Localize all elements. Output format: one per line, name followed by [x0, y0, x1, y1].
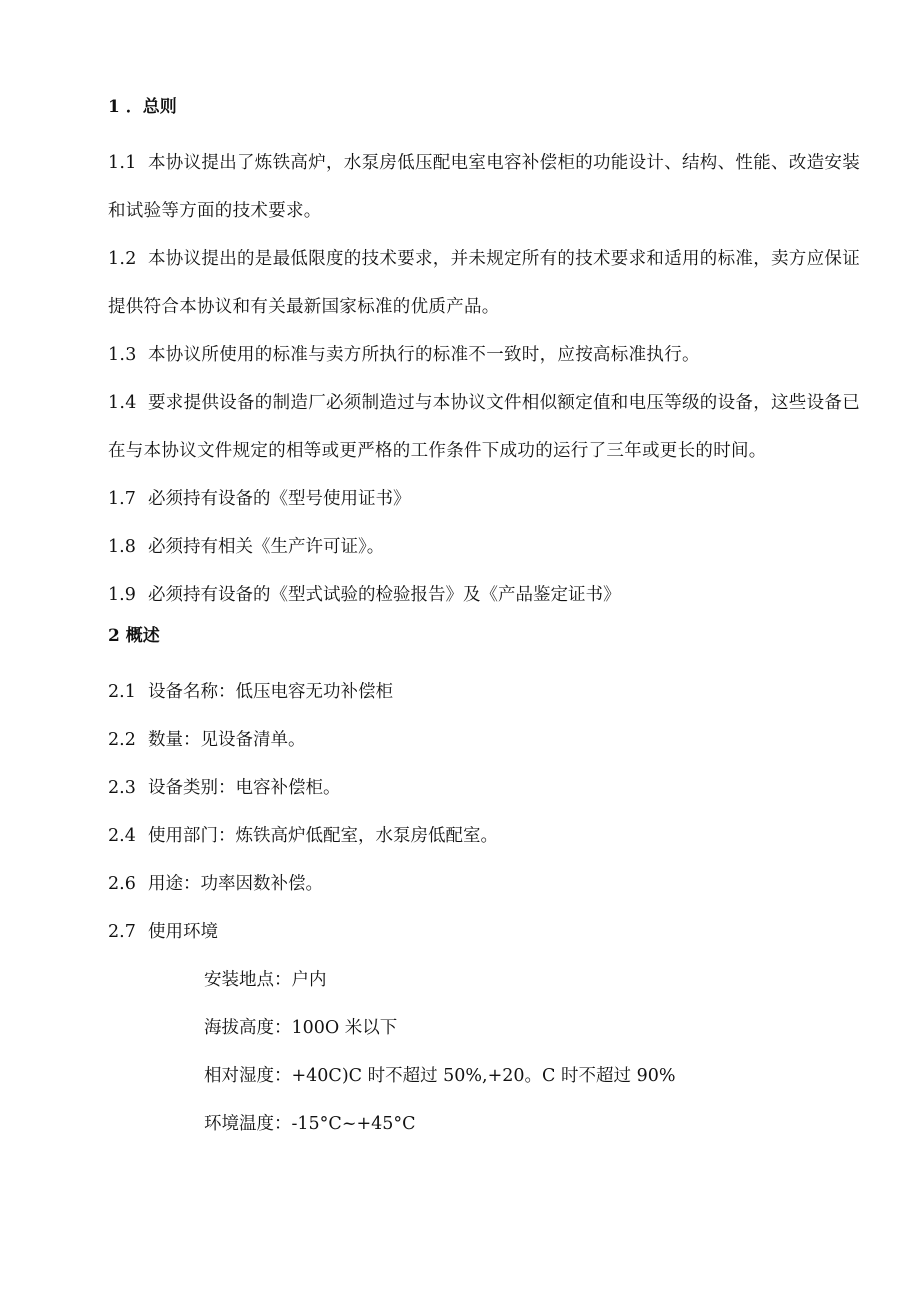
clause-number: 2.4: [108, 826, 136, 846]
clause-number: 1.3: [108, 345, 137, 365]
clause-text: 必须持有设备的《型号使用证书》: [148, 489, 411, 509]
clause-number: 2.1: [108, 682, 136, 702]
env-temperature: 环境温度：-15°C~+45°C: [204, 1114, 416, 1134]
clause-2-4: [108, 812, 868, 860]
clause-text: 必须持有相关《生产许可证》。: [148, 537, 385, 557]
clause-number: 1.4: [108, 393, 137, 413]
clause-text: 设备名称：低压电容无功补偿柜: [148, 682, 393, 702]
clause-number: 2.6: [108, 874, 136, 894]
document-page: [108, 92, 868, 1148]
clause-text: 使用部门：炼铁高炉低配室，水泵房低配室。: [148, 826, 498, 846]
clause-text: 设备类别：电容补偿柜。: [148, 778, 341, 798]
section-1-heading: 1 ．总则: [108, 97, 177, 117]
clause-text: 必须持有设备的《型式试验的检验报告》及《产品鉴定证书》: [148, 585, 621, 605]
clause-1-2: [108, 235, 868, 331]
clause-number: 1.2: [108, 249, 137, 269]
clause-number: 1.1: [108, 153, 137, 173]
clause-number: 2.2: [108, 730, 136, 750]
clause-number: 1.8: [108, 537, 136, 557]
clause-text: 使用环境: [148, 922, 218, 942]
clause-text: 要求提供设备的制造厂必须制造过与本协议文件相似额定值和电压等级的设备，这些设备已在与本协议文件规定的相等或更严格的工作条件下成功的运行了三年或更长的时间。: [108, 393, 860, 461]
section-2-heading: 2 概述: [108, 626, 160, 646]
clause-text: 本协议所使用的标准与卖方所执行的标准不一致时，应按高标准执行。: [148, 345, 700, 365]
clause-2-1: [108, 668, 868, 716]
env-install-location: 安装地点：户内: [204, 970, 327, 990]
env-altitude: 海拔高度：100O 米以下: [204, 1018, 398, 1038]
clause-2-7: [108, 908, 868, 956]
clause-2-3: [108, 764, 868, 812]
clause-text: 本协议提出了炼铁高炉，水泵房低压配电室电容补偿柜的功能设计、结构、性能、改造安装和试验等方面的技术要求。: [108, 153, 860, 221]
clause-number: 2.7: [108, 922, 136, 942]
clause-text: 本协议提出的是最低限度的技术要求，并未规定所有的技术要求和适用的标准，卖方应保证提供符合本协议和有关最新国家标准的优质产品。: [108, 249, 860, 317]
clause-number: 1.9: [108, 585, 136, 605]
clause-2-6: [108, 860, 868, 908]
clause-1-4: [108, 379, 868, 475]
clause-1-1: [108, 139, 868, 235]
clause-number: 2.3: [108, 778, 136, 798]
clause-text: 数量：见设备清单。: [148, 730, 306, 750]
clause-1-7: [108, 475, 868, 523]
clause-1-9: [108, 571, 868, 619]
clause-1-8: [108, 523, 868, 571]
env-humidity: 相对湿度：+40C)C 时不超过 50%,+20。C 时不超过 90%: [204, 1066, 676, 1086]
clause-2-2: [108, 716, 868, 764]
clause-1-3: [108, 331, 868, 379]
clause-text: 用途：功率因数补偿。: [148, 874, 323, 894]
clause-number: 1.7: [108, 489, 136, 509]
